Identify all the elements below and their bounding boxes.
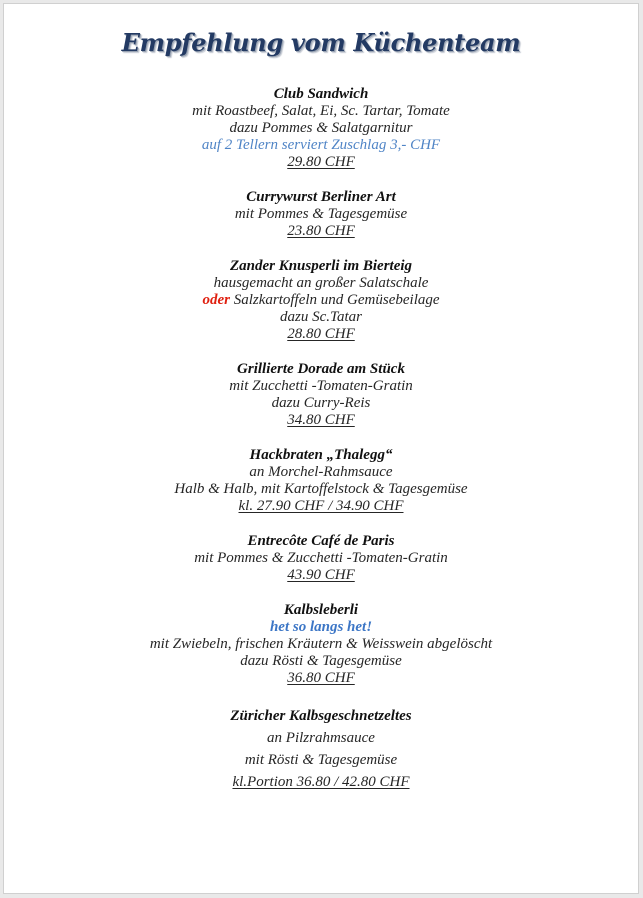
dish-description: mit Zucchetti -Tomaten-Gratin [229, 378, 413, 394]
dish-name: Currywurst Berliner Art [246, 189, 396, 205]
dish-price: 23.80 CHF [287, 223, 355, 239]
dish-dorade [4, 361, 638, 429]
dish-description: mit Pommes & Tagesgemüse [234, 206, 408, 222]
page-title: Empfehlung vom Küchenteam [121, 28, 521, 57]
dish-description: dazu Rösti & Tagesgemüse [240, 653, 402, 669]
dish-description: hausgemacht an großer Salatschale [213, 275, 429, 291]
alternative-text: Salzkartoffeln und Gemüsebeilage [233, 292, 440, 308]
dish-name: Entrecôte Café de Paris [247, 533, 395, 549]
dish-description: mit Zwiebeln, frischen Kräutern & Weisswein abgelöscht [149, 636, 493, 652]
dish-price: 29.80 CHF [287, 154, 355, 170]
dish-description: mit Pommes & Zucchetti -Tomaten-Gratin [194, 550, 448, 566]
dish-price: 36.80 CHF [287, 670, 355, 686]
dish-kalbsleberli [4, 602, 638, 687]
dish-price: kl. 27.90 CHF / 34.90 CHF [238, 498, 404, 514]
dish-description: dazu Sc.Tatar [280, 309, 362, 325]
dish-highlight: het so langs het! [269, 619, 373, 635]
dish-note: auf 2 Tellern serviert Zuschlag 3,- CHF [201, 137, 441, 153]
dish-description: dazu Pommes & Salatgarnitur [229, 120, 413, 136]
dish-entrecote [4, 533, 638, 584]
dish-description: dazu Curry-Reis [271, 395, 371, 411]
dish-kalbsgeschnetzeltes [4, 705, 638, 793]
dish-zander-knusperli [4, 258, 638, 343]
dish-description: an Morchel-Rahmsauce [249, 464, 393, 480]
dish-price: 34.80 CHF [287, 412, 355, 428]
alternative-keyword: oder [202, 292, 230, 308]
dish-currywurst [4, 189, 638, 240]
dish-name: Züricher Kalbsgeschnetzeltes [230, 708, 412, 724]
dish-name: Hackbraten „Thalegg“ [249, 447, 393, 463]
dish-description: mit Roastbeef, Salat, Ei, Sc. Tartar, Tomate [192, 103, 450, 119]
dish-price: kl.Portion 36.80 / 42.80 CHF [232, 774, 410, 790]
menu-page [3, 3, 639, 894]
dish-price: 43.90 CHF [287, 567, 355, 583]
dish-description: an Pilzrahmsauce [267, 730, 375, 746]
dish-description: Halb & Halb, mit Kartoffelstock & Tagesgemüse [174, 481, 468, 497]
dish-price: 28.80 CHF [287, 326, 355, 342]
dish-name: Club Sandwich [273, 86, 369, 102]
menu-list [4, 86, 638, 811]
dish-alternative [4, 292, 638, 309]
dish-name: Grillierte Dorade am Stück [237, 361, 405, 377]
dish-description: mit Rösti & Tagesgemüse [244, 752, 398, 768]
dish-hackbraten [4, 447, 638, 515]
dish-name: Zander Knusperli im Bierteig [229, 258, 413, 274]
dish-name: Kalbsleberli [283, 602, 359, 618]
dish-club-sandwich [4, 86, 638, 171]
